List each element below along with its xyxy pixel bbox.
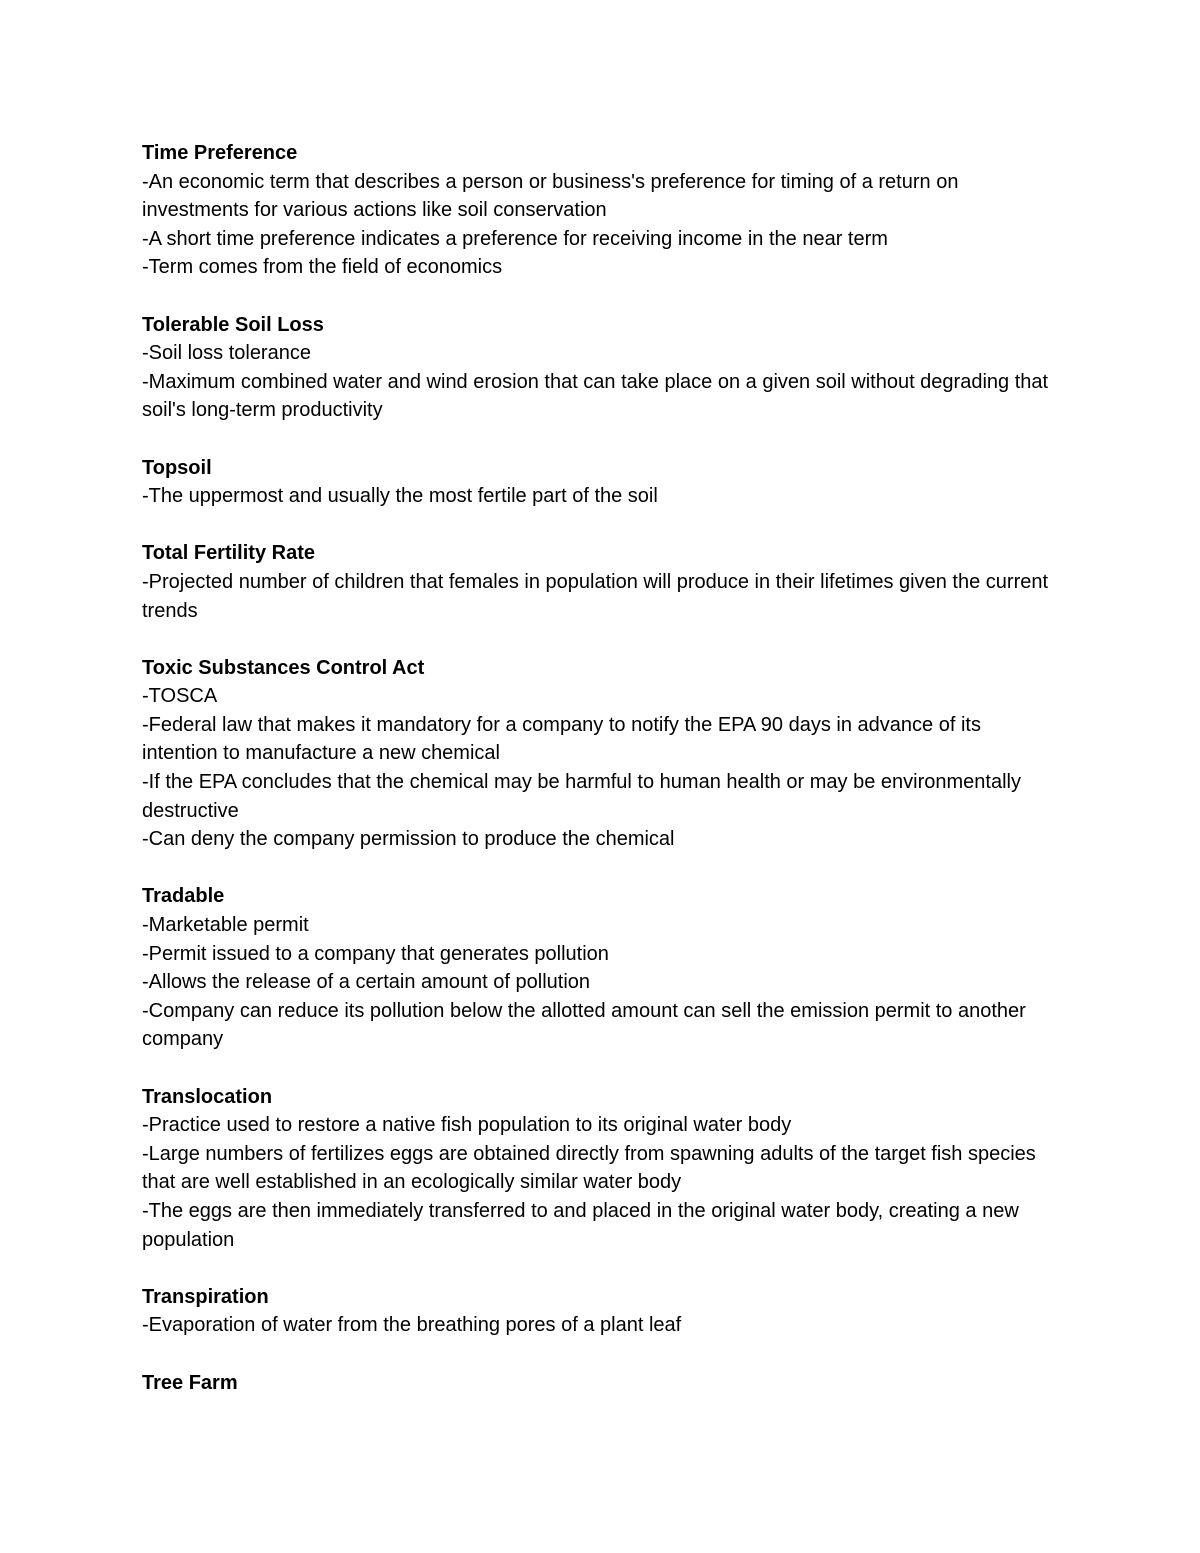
- entry-line: -Federal law that makes it mandatory for a company to notify the EPA 90 days in advance of its intention to manufacture a new chemical: [142, 713, 981, 765]
- glossary-entry-topsoil: [142, 454, 1062, 511]
- entry-term: Tree Farm: [142, 1371, 238, 1394]
- entry-line: -Large numbers of fertilizes eggs are obtained directly from spawning adults of the target fish species that are well established in an ecologically similar water body: [142, 1142, 1036, 1194]
- entry-line: -Evaporation of water from the breathing pores of a plant leaf: [142, 1314, 682, 1337]
- entry-line: -If the EPA concludes that the chemical may be harmful to human health or may be environmentally destructive: [142, 771, 1021, 822]
- glossary-entry-toxic-substances-control-act: [142, 654, 1062, 854]
- entry-line: -Permit issued to a company that generates pollution: [142, 942, 609, 965]
- entry-line: -Projected number of children that females in population will produce in their lifetimes given the current trends: [142, 570, 1049, 622]
- entry-line: -Allows the release of a certain amount of pollution: [142, 971, 591, 994]
- glossary-entry-total-fertility-rate: [142, 539, 1062, 625]
- entry-term: Tradable: [142, 885, 225, 908]
- glossary-entry-tradable: [142, 882, 1062, 1054]
- entry-line: -The uppermost and usually the most fertile part of the soil: [142, 485, 658, 508]
- entry-line: -Marketable permit: [142, 914, 309, 937]
- entry-line: -The eggs are then immediately transferred to and placed in the original water body, creating a new population: [142, 1199, 1019, 1251]
- entry-term: Topsoil: [142, 456, 212, 479]
- entry-line: -Maximum combined water and wind erosion that can take place on a given soil without degrading that soil's long-term productivity: [142, 370, 1049, 422]
- entry-term: Time Preference: [142, 142, 298, 164]
- entry-term: Transpiration: [142, 1285, 269, 1308]
- glossary-entry-time-preference: [142, 139, 1062, 282]
- glossary-entry-translocation: [142, 1083, 1062, 1255]
- entry-line: -Company can reduce its pollution below the allotted amount can sell the emission permit to another company: [142, 999, 1026, 1051]
- entry-line: -Practice used to restore a native fish population to its original water body: [142, 1114, 792, 1137]
- entry-term: Tolerable Soil Loss: [142, 313, 324, 336]
- entry-term: Translocation: [142, 1085, 273, 1108]
- glossary-entry-tree-farm: [142, 1369, 1062, 1398]
- entry-line: -Can deny the company permission to produce the chemical: [142, 828, 675, 851]
- entry-line: -An economic term that describes a person or business's preference for timing of a return on investments for various actions like soil conservation: [142, 170, 959, 222]
- glossary-entry-transpiration: [142, 1283, 1062, 1340]
- entry-line: -Soil loss tolerance: [142, 342, 311, 365]
- entry-term: Total Fertility Rate: [142, 542, 315, 565]
- entry-line: -TOSCA: [142, 685, 218, 708]
- glossary-entry-tolerable-soil-loss: [142, 311, 1062, 425]
- entry-term: Toxic Substances Control Act: [142, 656, 425, 679]
- glossary-content: [142, 139, 1062, 1426]
- entry-line: -Term comes from the field of economics: [142, 256, 503, 279]
- entry-line: -A short time preference indicates a preference for receiving income in the near term: [142, 227, 888, 250]
